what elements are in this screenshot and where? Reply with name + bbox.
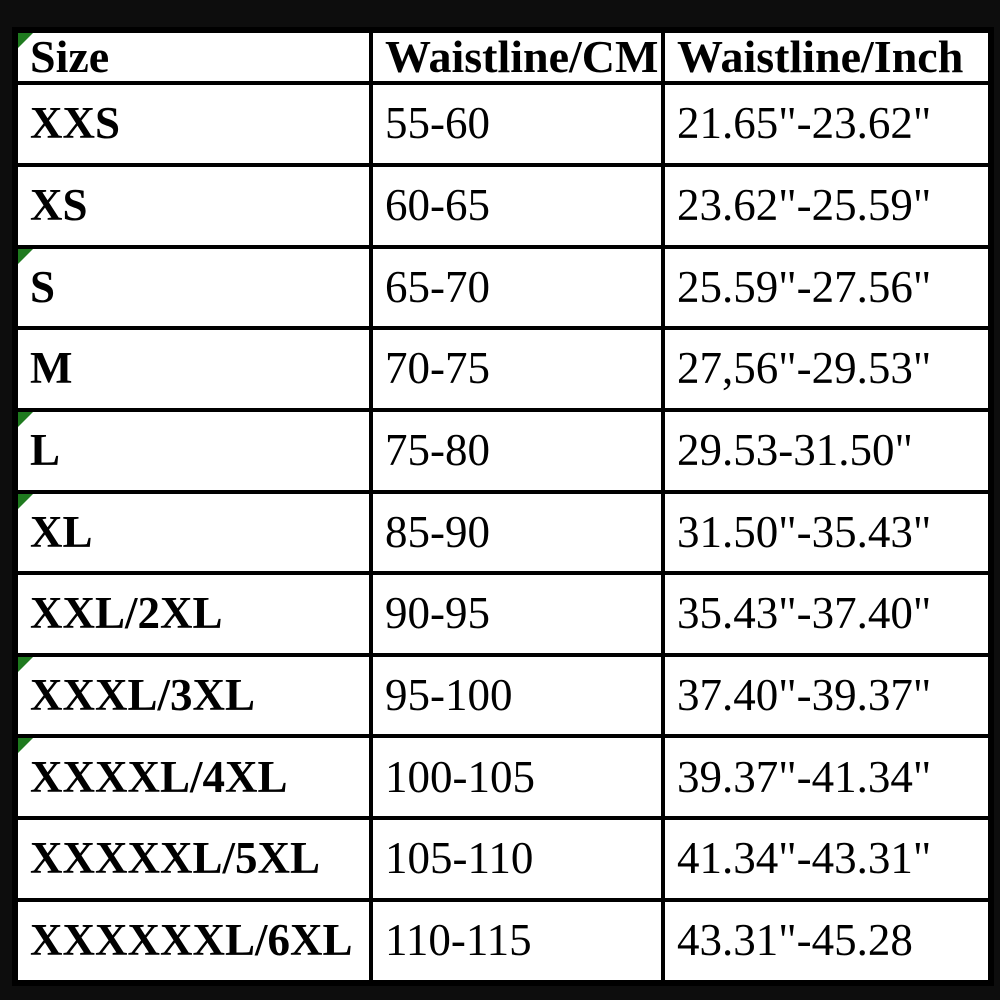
- waistline-inch-cell: [663, 492, 991, 574]
- waistline-cm-cell: [371, 573, 663, 655]
- waistline-inch-cell: [663, 410, 991, 492]
- waistline-cm-cell: [371, 83, 663, 165]
- waistline-inch-value: 21.65"-23.62": [677, 98, 932, 149]
- waistline-inch-value: 35.43"-37.40": [677, 588, 932, 639]
- table-row: [15, 573, 991, 655]
- table-row: [15, 328, 991, 410]
- header-label-waistline-cm: Waistline/CM: [385, 31, 659, 82]
- size-value: XXXXL/4XL: [30, 751, 288, 802]
- waistline-inch-value: 27,56"-29.53": [677, 343, 932, 394]
- header-cell-waistline-cm: [371, 30, 663, 83]
- waistline-inch-cell: [663, 83, 991, 165]
- table-row: [15, 247, 991, 329]
- size-value: XXXXXXL/6XL: [30, 915, 353, 966]
- corner-marker-icon: [18, 33, 33, 48]
- waistline-inch-value: 39.37"-41.34": [677, 751, 932, 802]
- waistline-inch-cell: [663, 165, 991, 247]
- size-cell: [15, 900, 371, 983]
- waistline-cm-value: 85-90: [385, 506, 490, 557]
- size-chart-table: [12, 27, 994, 986]
- waistline-cm-cell: [371, 410, 663, 492]
- waistline-inch-value: 23.62"-25.59": [677, 180, 932, 231]
- table-row: [15, 83, 991, 165]
- table-header-row: [15, 30, 991, 83]
- size-cell: [15, 492, 371, 574]
- size-cell: [15, 328, 371, 410]
- waistline-cm-cell: [371, 328, 663, 410]
- table-row: [15, 818, 991, 900]
- waistline-inch-value: 31.50"-35.43": [677, 506, 932, 557]
- waistline-inch-value: 41.34"-43.31": [677, 833, 932, 884]
- size-table-body: [15, 83, 991, 983]
- waistline-inch-value: 43.31"-45.28: [677, 915, 913, 966]
- size-cell: [15, 410, 371, 492]
- waistline-cm-value: 75-80: [385, 425, 490, 476]
- waistline-cm-value: 60-65: [385, 180, 490, 231]
- waistline-inch-value: 37.40"-39.37": [677, 669, 932, 720]
- waistline-cm-value: 105-110: [385, 833, 534, 884]
- table-row: [15, 165, 991, 247]
- waistline-cm-value: 90-95: [385, 588, 490, 639]
- size-cell: [15, 83, 371, 165]
- waistline-cm-cell: [371, 655, 663, 737]
- waistline-cm-value: 95-100: [385, 669, 513, 720]
- waistline-cm-value: 70-75: [385, 343, 490, 394]
- size-value: XXXXXL/5XL: [30, 833, 321, 884]
- size-cell: [15, 573, 371, 655]
- table-row: [15, 655, 991, 737]
- size-cell: [15, 736, 371, 818]
- size-value: L: [30, 425, 61, 476]
- waistline-cm-cell: [371, 818, 663, 900]
- waistline-inch-cell: [663, 818, 991, 900]
- size-value: M: [30, 343, 73, 394]
- waistline-cm-cell: [371, 247, 663, 329]
- corner-marker-icon: [18, 494, 33, 509]
- waistline-inch-cell: [663, 573, 991, 655]
- waistline-cm-value: 55-60: [385, 98, 490, 149]
- header-label-size: Size: [30, 31, 110, 82]
- size-cell: [15, 655, 371, 737]
- size-cell: [15, 165, 371, 247]
- waistline-inch-cell: [663, 736, 991, 818]
- waistline-inch-cell: [663, 900, 991, 983]
- waistline-cm-value: 65-70: [385, 261, 490, 312]
- waistline-cm-cell: [371, 165, 663, 247]
- waistline-cm-cell: [371, 900, 663, 983]
- corner-marker-icon: [18, 249, 33, 264]
- size-value: XXXL/3XL: [30, 669, 256, 720]
- size-value: XS: [30, 180, 88, 231]
- size-value: XXS: [30, 98, 121, 149]
- table-row: [15, 410, 991, 492]
- waistline-inch-value: 29.53-31.50": [677, 425, 913, 476]
- table-row: [15, 492, 991, 574]
- corner-marker-icon: [18, 412, 33, 427]
- waistline-cm-cell: [371, 492, 663, 574]
- table-row: [15, 736, 991, 818]
- waistline-inch-cell: [663, 247, 991, 329]
- header-label-waistline-inch: Waistline/Inch: [677, 31, 964, 82]
- corner-marker-icon: [18, 738, 33, 753]
- size-value: XXL/2XL: [30, 588, 223, 639]
- header-cell-size: [15, 30, 371, 83]
- size-value: XL: [30, 506, 93, 557]
- size-cell: [15, 818, 371, 900]
- size-chart-frame: [12, 27, 988, 986]
- waistline-inch-cell: [663, 655, 991, 737]
- waistline-cm-cell: [371, 736, 663, 818]
- waistline-inch-value: 25.59"-27.56": [677, 261, 932, 312]
- waistline-inch-cell: [663, 328, 991, 410]
- header-cell-waistline-inch: [663, 30, 991, 83]
- waistline-cm-value: 100-105: [385, 751, 535, 802]
- corner-marker-icon: [18, 657, 33, 672]
- size-cell: [15, 247, 371, 329]
- table-row: [15, 900, 991, 983]
- size-value: S: [30, 261, 56, 312]
- waistline-cm-value: 110-115: [385, 915, 532, 966]
